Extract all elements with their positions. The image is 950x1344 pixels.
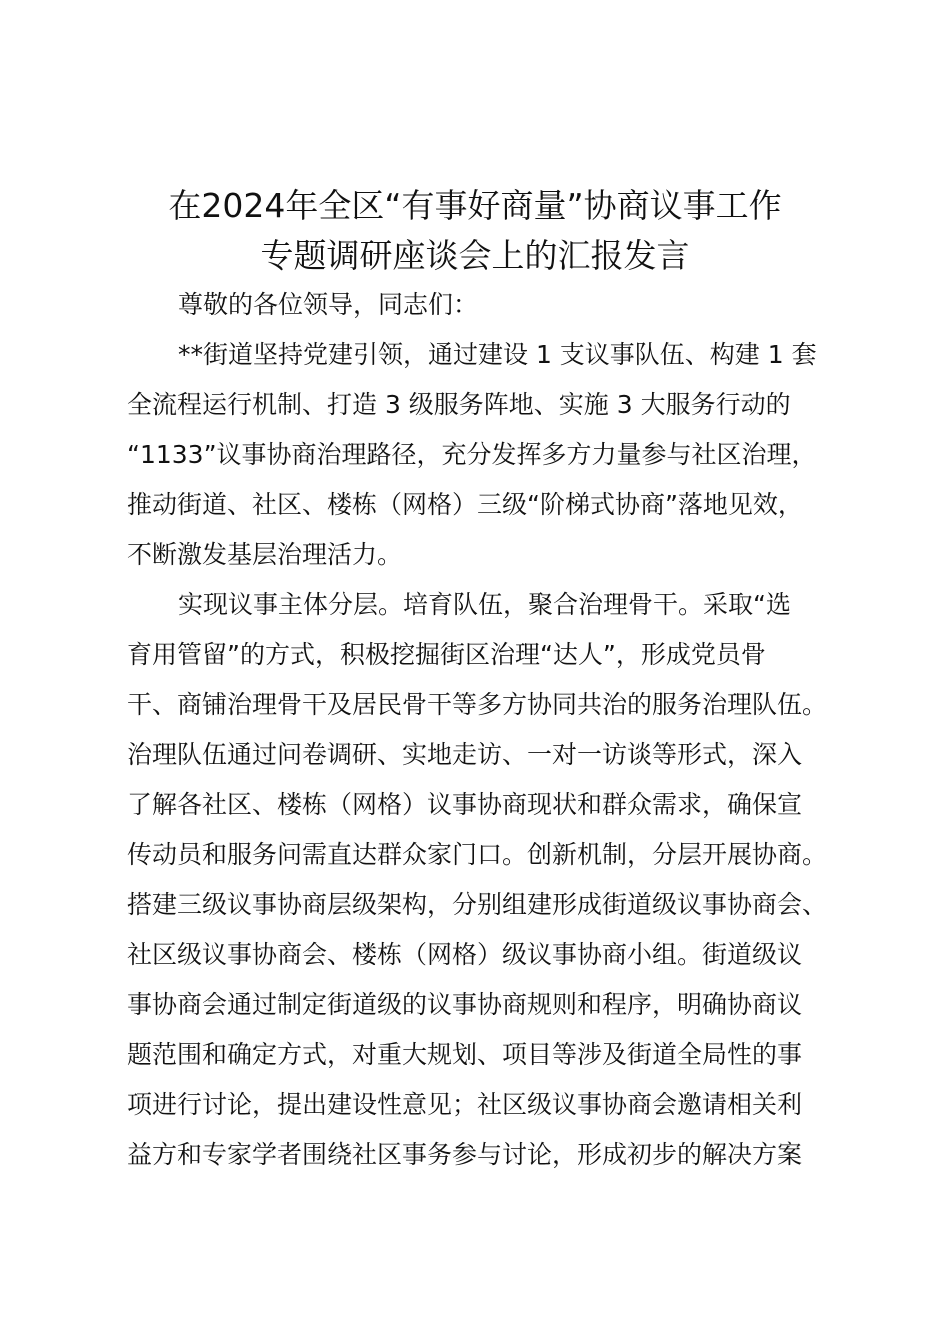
paragraph-2-line-4: 治理队伍通过问卷调研、实地走访、一对一访谈等形式，深入 <box>127 740 803 769</box>
paragraph-2-line-5: 了解各社区、楼栋（网格）议事协商现状和群众需求，确保宣 <box>127 790 803 819</box>
salutation: 尊敬的各位领导，同志们： <box>178 290 479 319</box>
paragraph-2-line-7: 搭建三级议事协商层级架构，分别组建形成街道级议事协商会、 <box>127 890 828 919</box>
paragraph-1-line-2: 全流程运行机制、打造 3 级服务阵地、实施 3 大服务行动的 <box>127 390 791 419</box>
paragraph-1-line-4: 推动街道、社区、楼栋（网格）三级“阶梯式协商”落地见效， <box>127 490 803 519</box>
paragraph-2-line-3: 干、商铺治理骨干及居民骨干等多方协同共治的服务治理队伍。 <box>127 690 828 719</box>
paragraph-2-line-8: 社区级议事协商会、楼栋（网格）级议事协商小组。街道级议 <box>127 940 803 969</box>
paragraph-2-line-1: 实现议事主体分层。培育队伍，聚合治理骨干。采取“选 <box>178 590 791 619</box>
paragraph-2-line-11: 项进行讨论，提出建设性意见；社区级议事协商会邀请相关利 <box>127 1090 803 1119</box>
document-title-line-2: 专题调研座谈会上的汇报发言 <box>260 236 690 275</box>
paragraph-2-line-2: 育用管留”的方式，积极挖掘街区治理“达人”，形成党员骨 <box>127 640 766 669</box>
paragraph-1-line-3: “1133”议事协商治理路径，充分发挥多方力量参与社区治理， <box>127 440 817 469</box>
paragraph-1-line-5: 不断激发基层治理活力。 <box>127 540 403 569</box>
paragraph-2-line-12: 益方和专家学者围绕社区事务参与讨论，形成初步的解决方案 <box>127 1140 803 1169</box>
paragraph-2-line-10: 题范围和确定方式，对重大规划、项目等涉及街道全局性的事 <box>127 1040 803 1069</box>
document-title-line-1: 在2024年全区“有事好商量”协商议事工作 <box>168 186 782 225</box>
paragraph-2-line-9: 事协商会通过制定街道级的议事协商规则和程序，明确协商议 <box>127 990 803 1019</box>
paragraph-1-line-1: **街道坚持党建引领，通过建设 1 支议事队伍、构建 1 套 <box>178 340 817 369</box>
paragraph-2-line-6: 传动员和服务问需直达群众家门口。创新机制，分层开展协商。 <box>127 840 828 869</box>
